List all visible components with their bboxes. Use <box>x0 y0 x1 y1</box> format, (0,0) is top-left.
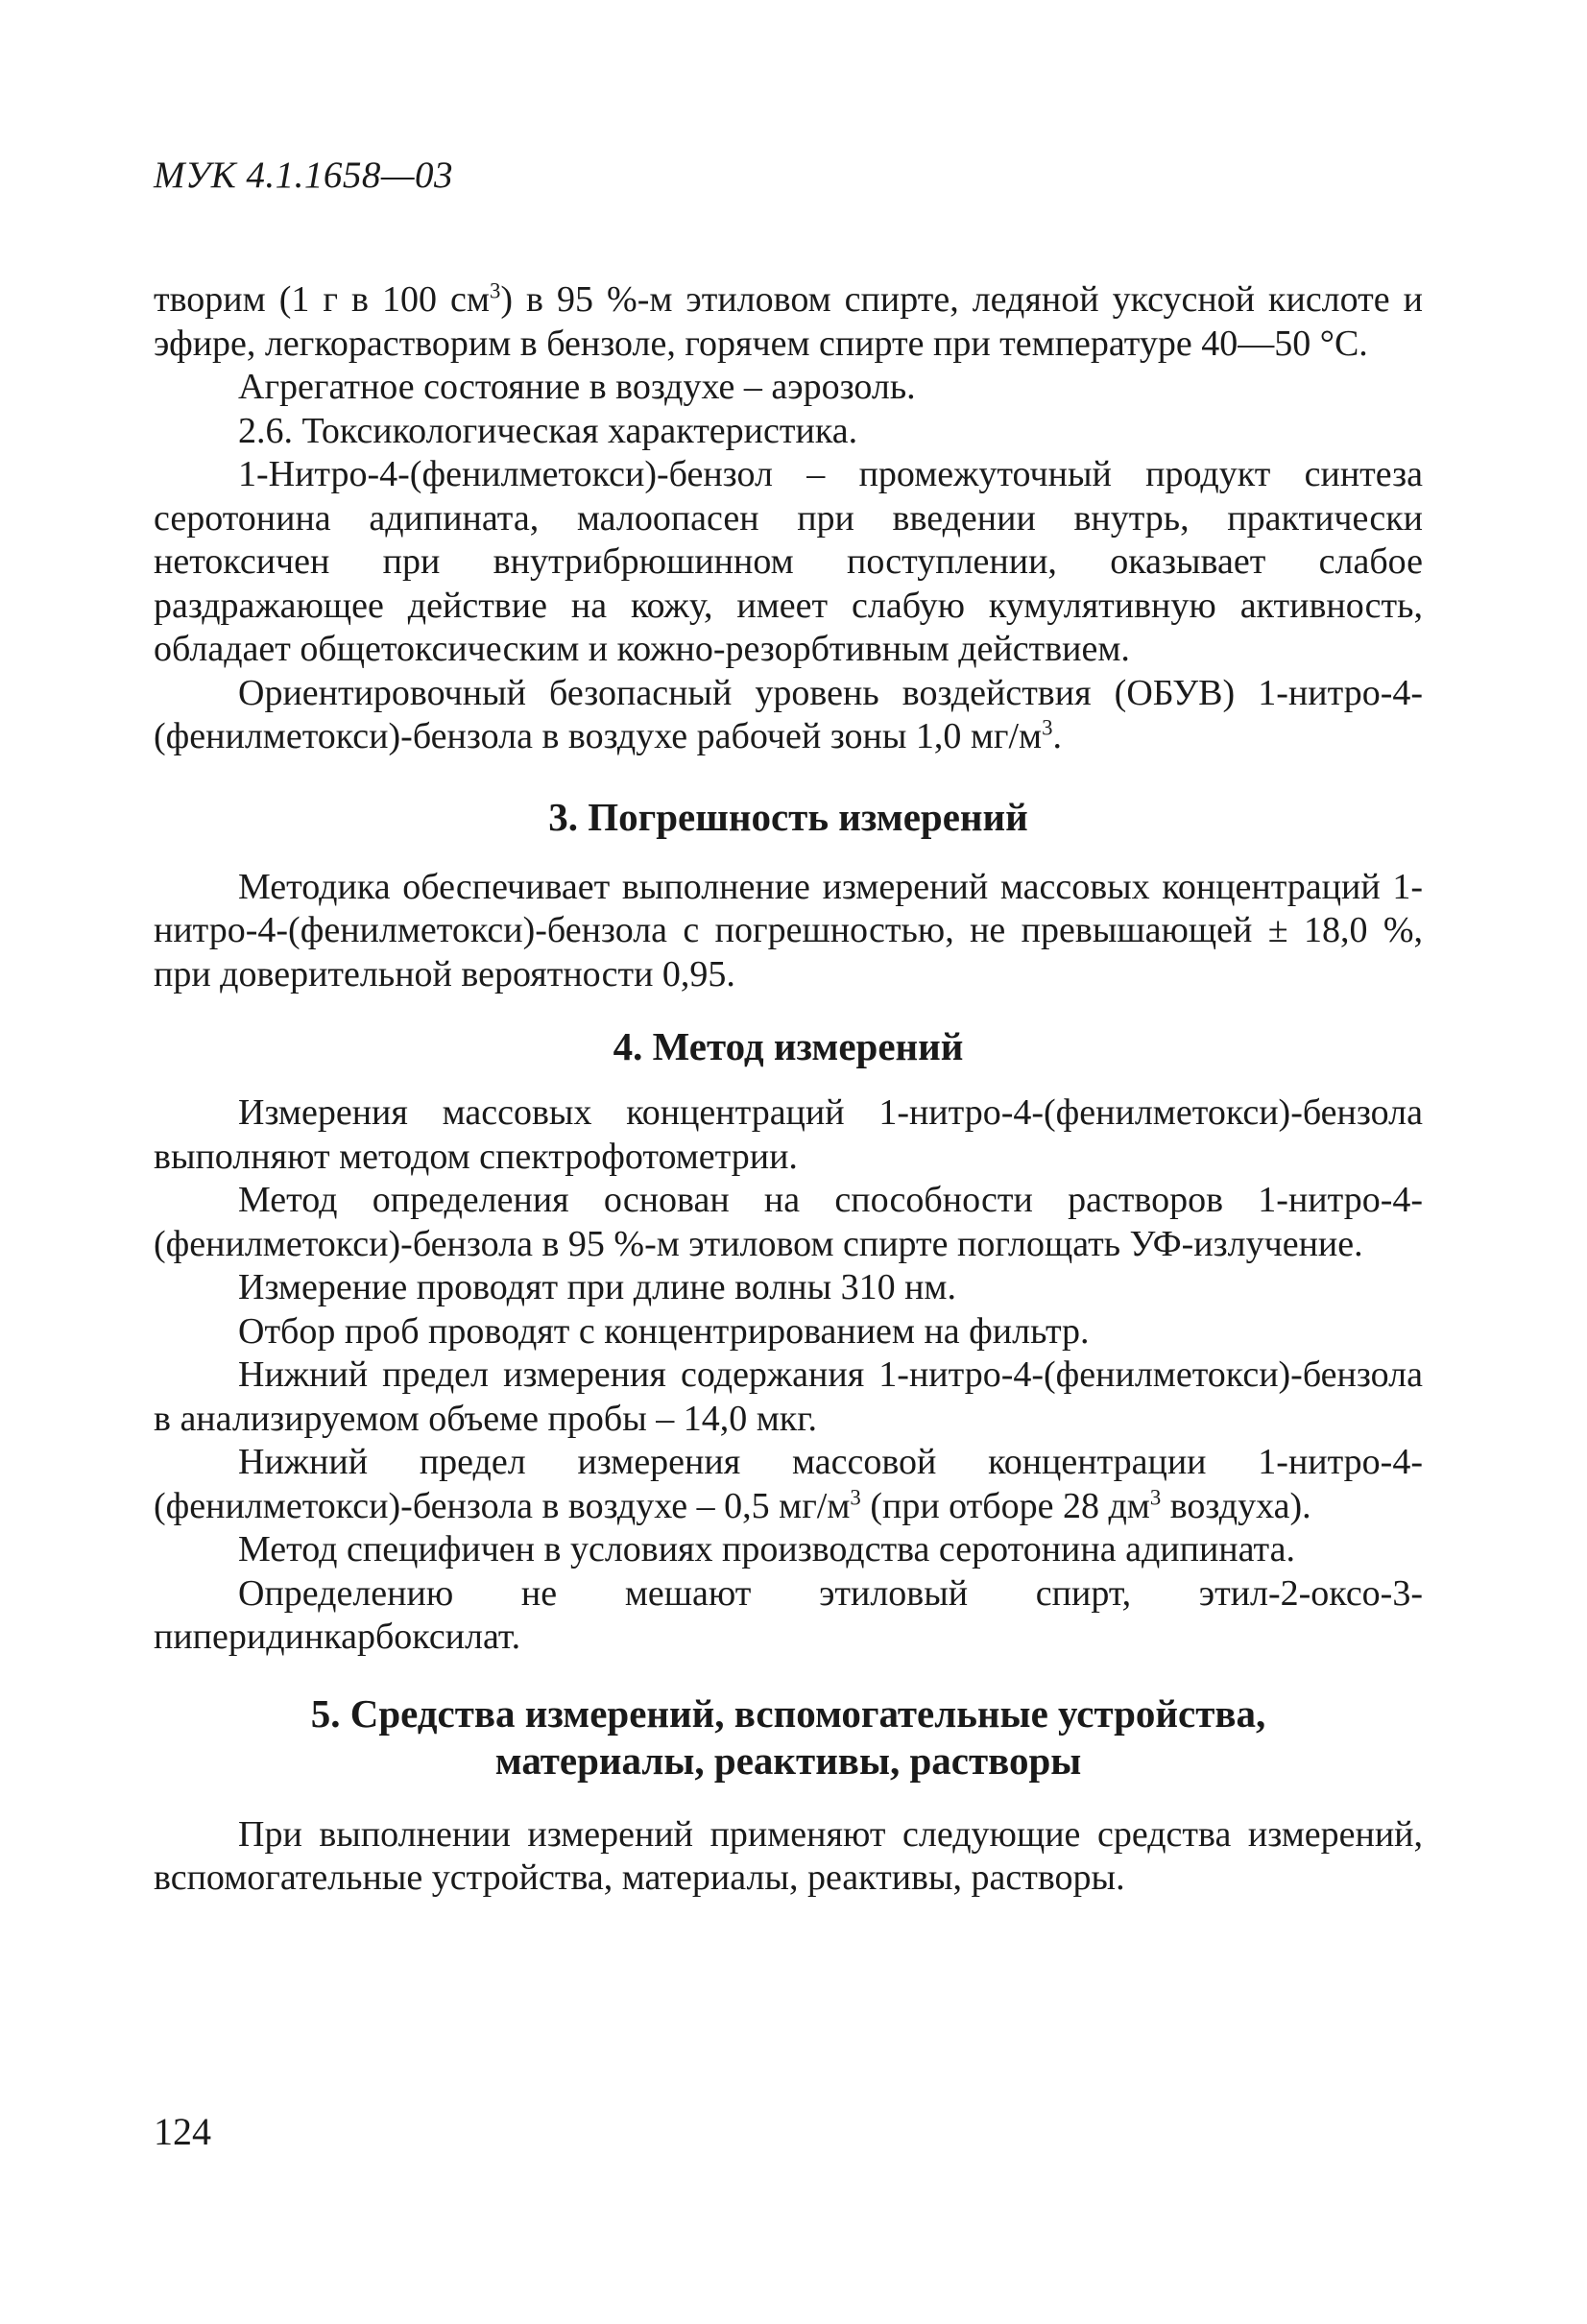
paragraph-toxicology-heading: 2.6. Токсикологическая характеристика. <box>238 410 858 451</box>
section-4-paragraph: Определению не мешают этиловый спирт, этил-2-оксо-3-пиперидинкарбоксилат. <box>154 1572 1423 1657</box>
section-4-paragraph: Измерения массовых концентраций 1-нитро-4-(фенилметокси)-бензола выполняют методом спектрофотометрии. <box>154 1092 1423 1177</box>
obuv-text: Ориентировочный безопасный уровень воздействия (ОБУВ) 1-нитро-4-(фенилметокси)-бензола в воздухе рабочей зоны 1,0 мг/м <box>154 672 1423 756</box>
section-3-title: 3. Погрешность измерений <box>548 794 1028 839</box>
section-4-paragraph: Нижний предел измерения содержания 1-нитро-4-(фенилметокси)-бензола в анализируемом объеме пробы – 14,0 мкг. <box>154 1354 1423 1439</box>
section-4-title: 4. Метод измерений <box>613 1024 964 1068</box>
document-body <box>154 278 1423 1901</box>
page-number: 124 <box>154 2110 211 2153</box>
section-4-paragraph: Метод определения основан на способности растворов 1-нитро-4-(фенилметокси)-бензола в 95 %-м этиловом спирте поглощать УФ-излучение. <box>154 1180 1423 1264</box>
section-4-paragraph: Отбор проб проводят с концентрированием на фильтр. <box>238 1310 1090 1352</box>
section-5-title <box>154 1690 1423 1785</box>
obuv-text-after: . <box>1052 716 1063 756</box>
continuation-text-after: ) в 95 %-м этиловом спирте, ледяной уксусной кислоте и эфире, легкорастворим в бензоле, горячем спирте при температуре 40—50 °С. <box>154 279 1423 364</box>
superscript: 3 <box>850 1484 861 1509</box>
paragraph-aggregate-state: Агрегатное состояние в воздухе – аэрозоль. <box>238 367 916 407</box>
section-5-title-line-2: материалы, реактивы, растворы <box>494 1737 1082 1783</box>
section-3-paragraph: Методика обеспечивает выполнение измерений массовых концентраций 1-нитро-4-(фенилметокси)-бензола с погрешностью, не превышающей ± 18,0 %, при доверительной вероятности 0,95. <box>154 866 1423 994</box>
section-5-title-line-1: 5. Средства измерений, вспомогательные устройства, <box>310 1690 1266 1736</box>
document-code-header: МУК 4.1.1658—03 <box>154 155 454 196</box>
paragraph-obuv <box>154 672 1423 759</box>
section-4-paragraph <box>154 1441 1423 1528</box>
text-fragment: (при отборе 28 дм <box>860 1485 1150 1526</box>
paragraph-toxicology: 1-Нитро-4-(фенилметокси)-бензол – промежуточный продукт синтеза серотонина адипината, малоопасен при введении внутрь, практически нетоксичен при внутрибрюшинном поступлении, оказывает слабое раздражающее действие на кожу, имеет слабую кумулятивную активность, обладает общетоксическим и кожно-резорбтивным действием. <box>154 454 1423 669</box>
section-5-paragraph: При выполнении измерений применяют следующие средства измерений, вспомогательные устройства, материалы, реактивы, растворы. <box>154 1813 1423 1898</box>
continuation-paragraph <box>154 278 1423 366</box>
superscript: 3 <box>1042 715 1053 740</box>
superscript: 3 <box>489 278 501 303</box>
text-fragment: Нижний предел измерения массовой концентрации 1-нитро-4-(фенилметокси)-бензола в воздухе – 0,5 мг/м <box>154 1442 1423 1526</box>
text-fragment: воздуха). <box>1161 1485 1311 1526</box>
continuation-text: творим (1 г в 100 см <box>154 279 490 320</box>
section-4-paragraph: Метод специфичен в условиях производства серотонина адипината. <box>238 1529 1295 1569</box>
superscript: 3 <box>1149 1484 1162 1509</box>
section-4-paragraph: Измерение проводят при длине волны 310 нм. <box>238 1267 956 1307</box>
